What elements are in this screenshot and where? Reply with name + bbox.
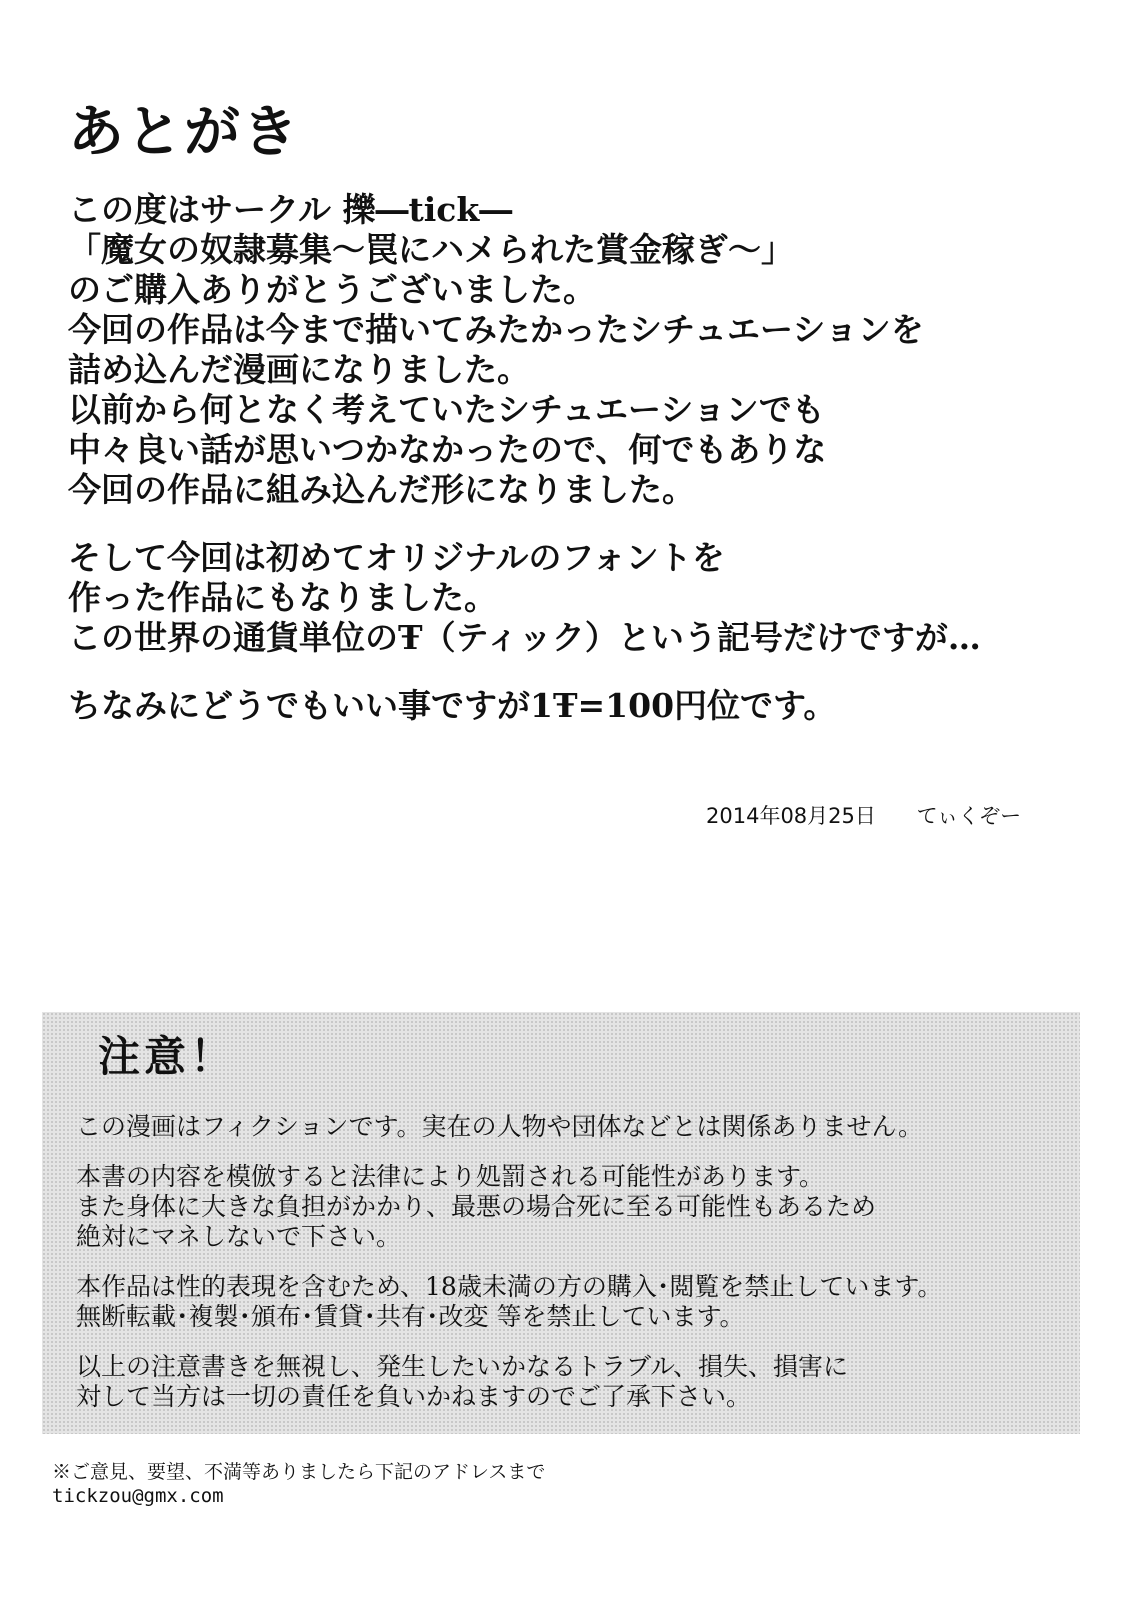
notice-line: 絶対にマネしないで下さい。 bbox=[76, 1222, 402, 1251]
afterword-line: ちなみにどうでもいい事ですが1Ŧ=100円位です。 bbox=[68, 686, 837, 725]
afterword-line: のご購入ありがとうございました。 bbox=[68, 270, 596, 309]
afterword-line: 今回の作品は今まで描いてみたかったシチュエーションを bbox=[68, 310, 924, 349]
notice-line: 以上の注意書きを無視し、発生したいかなるトラブル、損失、損害に bbox=[76, 1352, 849, 1381]
contact-note: ※ご意見、要望、不満等ありましたら下記のアドレスまで bbox=[52, 1461, 546, 1483]
afterword-line: 今回の作品に組み込んだ形になりました。 bbox=[68, 470, 695, 509]
afterword-body bbox=[68, 190, 1108, 754]
afterword-paragraph bbox=[68, 686, 1108, 726]
afterword-line: 以前から何となく考えていたシチュエーションでも bbox=[68, 390, 825, 429]
afterword-line: そして今回は初めてオリジナルのフォントを bbox=[68, 538, 725, 577]
afterword-line: 「魔女の奴隷募集～罠にハメられた賞金稼ぎ～」 bbox=[68, 230, 794, 269]
afterword-line: 作った作品にもなりました。 bbox=[68, 578, 497, 617]
afterword-line: この度はサークル 擽―tick― bbox=[68, 190, 513, 229]
contact-email: tickzou@gmx.com bbox=[52, 1485, 224, 1507]
notice-line: 本作品は性的表現を含むため、18歳未満の方の購入･閲覧を禁止しています。 bbox=[76, 1272, 943, 1301]
notice-title: 注意！ bbox=[98, 1032, 237, 1081]
notice-line: 無断転載･複製･頒布･賃貸･共有･改変 等を禁止しています。 bbox=[76, 1302, 745, 1331]
notice-line: 対して当方は一切の責任を負いかねますのでご了承下さい。 bbox=[76, 1382, 752, 1411]
signature bbox=[706, 800, 1021, 830]
notice-paragraph bbox=[76, 1162, 1066, 1252]
page-title: あとがき bbox=[68, 99, 300, 165]
afterword-line: この世界の通貨単位のŦ（ティック）という記号だけですが… bbox=[68, 618, 981, 657]
notice-line: 本書の内容を模倣すると法律により処罰される可能性があります。 bbox=[76, 1162, 825, 1191]
notice-body bbox=[76, 1112, 1066, 1432]
signature-author: てぃくぞー bbox=[916, 804, 1022, 828]
afterword-line: 詰め込んだ漫画になりました。 bbox=[68, 350, 530, 389]
contact-info bbox=[52, 1460, 545, 1508]
notice-paragraph bbox=[76, 1272, 1066, 1332]
notice-paragraph bbox=[76, 1112, 1066, 1142]
afterword-paragraph bbox=[68, 190, 1108, 510]
afterword-line: 中々良い話が思いつかなかったので、何でもありな bbox=[68, 430, 827, 469]
notice-paragraph bbox=[76, 1352, 1066, 1412]
notice-box bbox=[42, 1012, 1080, 1434]
notice-line: この漫画はフィクションです。実在の人物や団体などとは関係ありません。 bbox=[76, 1112, 924, 1141]
signature-date: 2014年08月25日 bbox=[706, 804, 876, 828]
afterword-paragraph bbox=[68, 538, 1108, 658]
notice-line: また身体に大きな負担がかかり、最悪の場合死に至る可能性もあるため bbox=[76, 1192, 877, 1221]
